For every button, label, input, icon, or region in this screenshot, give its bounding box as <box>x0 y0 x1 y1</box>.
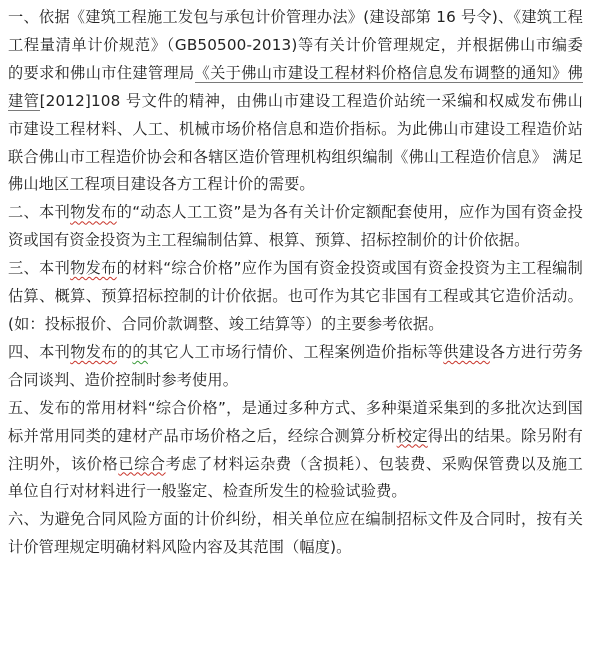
paragraph-2-spellcheck-mark: 物发布 <box>70 203 117 222</box>
paragraph-3-text-b: 的材料“综合价格”应作为国有资金投资或国有资金投资为主工程编制估算、概算、预算招标控制的计价依据。也可作为其它非国有工程或其它造价活动。(如：投标报价、合同价款调整、竣工结算等）的主要参考依据。 <box>8 259 584 333</box>
paragraph-4-text-a: 四、本刊 <box>8 342 71 361</box>
paragraph-4 <box>8 339 583 395</box>
paragraph-2-text-a: 二、本刊 <box>8 203 71 222</box>
paragraph-4-grammar-mark: 的 <box>132 342 148 361</box>
paragraph-1-text-b: [2012]108 号文件的精神，由佛山市建设工程造价站统一采编和权威发布佛山市建设工程材料、人工、机械市场价格信息和造价指标。为此佛山市建设工程造价站联合佛山市工程造价协会和各辖区造价管理机构组织编制《佛山工程造价信息》 满足佛山地区工程项目建设各方工程计价的需要。 <box>8 91 583 194</box>
paragraph-6-text: 六、为避免合同风险方面的计价纠纷，相关单位应在编制招标文件及合同时，按有关计价管理规定明确材料风险内容及其范围（幅度)。 <box>8 510 583 557</box>
paragraph-4-text-b: 的 <box>116 342 133 361</box>
paragraph-3 <box>8 255 583 339</box>
paragraph-5-spellcheck-mark-a: 校定 <box>396 426 428 445</box>
paragraph-5-text-c: 考虑了材料运杂费（含损耗）、包装费、采购保管费以及施工单位自行对材料进行一般鉴定、检查所发生的检验试验费。 <box>8 454 584 501</box>
paragraph-2 <box>8 199 583 255</box>
paragraph-4-spellcheck-mark-b: 供建设 <box>443 342 490 361</box>
paragraph-3-spellcheck-mark: 物发布 <box>70 259 117 278</box>
paragraph-4-spellcheck-mark-a: 物发布 <box>70 342 117 361</box>
paragraph-6 <box>8 506 583 562</box>
paragraph-5 <box>8 395 583 507</box>
paragraph-1-text-a: 一、依据《建筑工程施工发包与承包计价管理办法》(建设部第 16 号令)、《建筑工程工程量清单计价规范》（GB50500-2013)等有关计价管理规定，并根据佛山市编委的要求和佛山市住建管理局 <box>8 8 583 82</box>
paragraph-3-text-a: 三、本刊 <box>8 259 71 278</box>
paragraph-4-text-c: 其它人工市场行情价、工程案例造价指标等 <box>147 342 444 361</box>
paragraph-4-text-d: 各方进行劳务合同谈判、造价控制时参考使用。 <box>8 342 583 389</box>
paragraph-5-text-a: 五、发布的常用材料“综合价格”，是通过多种方式、多种渠道采集到的多批次达到国标并常用同类的建材产品市场价格之后，经综合测算分析 <box>8 398 583 445</box>
paragraph-5-spellcheck-mark-b: 已综合 <box>118 454 166 473</box>
paragraph-1 <box>8 4 583 199</box>
notice-link[interactable]: 《关于佛山市建设工程材料价格信息发布调整的通知》佛建管 <box>8 63 583 110</box>
paragraph-5-text-b: 得出的结果。除另附有注明外，该价格 <box>8 426 584 473</box>
paragraph-2-text-b: 的“动态人工工资”是为各有关计价定额配套使用，应作为国有资金投资或国有资金投资为主工程编制估算、根算、预算、招标控制价的计价依据。 <box>8 203 584 250</box>
